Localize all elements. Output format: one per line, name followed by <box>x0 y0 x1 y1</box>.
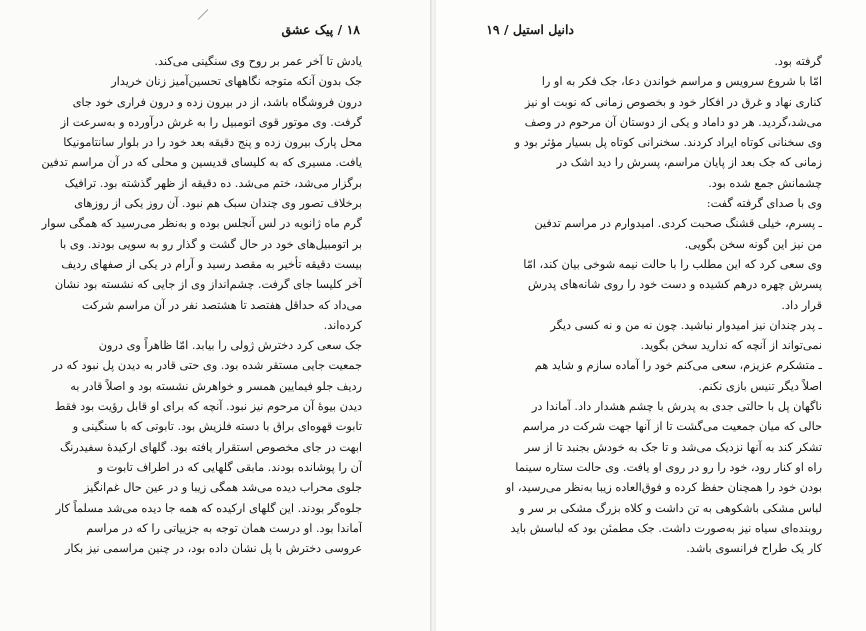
right-body-text <box>500 52 822 559</box>
text-line: وی با صدای گرفته گفت: <box>706 197 822 211</box>
left-running-head <box>281 22 360 37</box>
text-line: چشمانش جمع شده بود. <box>708 176 822 190</box>
text-line: جک سعی کرد دخترش ژولی را بیابد. امّا ظاهراً وی درون <box>98 339 362 353</box>
paragraph <box>500 72 822 194</box>
text-line: نمی‌تواند از آنچه که ندارید سخن بگوید. <box>640 339 822 353</box>
text-line: ـ پدر چندان نیز امیدوار نباشید. چون نه من و نه کسی دیگر <box>550 318 822 332</box>
text-line: وی سخنانی کوتاه ایراد کردند. سخنرانی کوتاه پل بسیار مؤثر بود و <box>514 136 822 150</box>
text-line: درون فروشگاه باشد، از در بیرون زده و درون فراری خود جای <box>72 95 362 109</box>
text-line: یافت. مسیری که به کلیسای قدیسین و محلی که در آن مراسم تدفین <box>41 156 362 170</box>
text-line: آماندا بود. او درست همان توجه به جزییاتی را که در مراسم <box>86 521 362 535</box>
text-line: کار یک طراح فرانسوی باشد. <box>686 542 822 556</box>
running-title: دانیل استیل <box>512 22 574 37</box>
text-line: ابهت در جای مخصوص استقرار یافته بود. گلهای ارکیدهٔ سفیدرنگ <box>60 440 362 454</box>
text-line: امّا با شروع سرویس و مراسم خواندن دعا، جک فکر به او را <box>541 75 822 89</box>
text-line: ـ پسرم، خیلی قشنگ صحبت کردی. امیدوارم در مراسم تدفین <box>534 217 822 231</box>
text-line: حالی که میان جمعیت می‌گشت تا از آنها جهت شرکت در مراسم <box>522 420 822 434</box>
text-line: کرده‌اند. <box>323 318 362 332</box>
text-line: پسرش چهره درهم کشیده و دست خود را روی شانه‌های پدرش <box>527 278 822 292</box>
paragraph <box>36 52 362 72</box>
text-line: بودن خود را همچنان حفظ کرده و فوق‌العاده زیبا به‌نظر می‌رسید، او <box>505 481 822 495</box>
text-line: آخر کلیسا جای گرفت. چشم‌انداز وی از جایی که نشسته بود نشان <box>54 278 362 292</box>
page-number: ۱۹ <box>486 22 500 37</box>
page-number: ۱۸ <box>346 22 360 37</box>
right-page <box>436 0 866 631</box>
text-line: اصلاً دیگر تنیس بازی نکنم. <box>698 379 822 393</box>
text-line: محل پارک بیرون زده و پنج دقیقه بعد خود را در بلوار سانتامونیکا <box>63 136 362 150</box>
text-line: ردیف جلو فیمایین همسر و خواهرش نشسته بود و اصلاً قادر به <box>70 379 362 393</box>
text-line: تابوت قهوه‌ای براق با دسته فلزیش بود. تابوتی که با سنگینی و <box>72 420 362 434</box>
text-line: گرفت. وی موتور قوی اتومبیل را به غرش درآورده و به‌سرعت از <box>60 115 362 129</box>
text-line: ـ متشکرم عزیزم، سعی می‌کنم خود را آماده سازم و شاید هم <box>534 359 822 373</box>
paragraph <box>500 255 822 316</box>
text-line: وی سعی کرد که این مطلب را با حالت نیمه شوخی بیان کند، امّا <box>523 257 822 271</box>
paragraph <box>500 316 822 357</box>
paragraph <box>500 356 822 397</box>
left-body-text <box>36 52 362 559</box>
text-line: جلوه‌گر بودند. این گلهای ارکیده که همه جا دیده می‌شد مسلماً کار <box>55 501 362 515</box>
right-running-head <box>486 22 574 37</box>
text-line: آن را پوشانده بودند. مابقی گلهایی که در اطراف تابوت و <box>97 460 362 474</box>
text-line: برخلاف تصور وی چندان سبک هم نبود. آن روز یکی از روزهای <box>74 197 362 211</box>
text-line: می‌داد که حداقل هفتصد تا هشتصد نفر در آن مراسم شرکت <box>81 298 362 312</box>
header-separator: / <box>503 22 509 37</box>
text-line: روبنده‌ای سیاه نیز به‌صورت داشت. جک مطمئن بود که لباسش باید <box>510 521 822 535</box>
text-line: گرفته بود. <box>774 55 822 68</box>
paragraph <box>36 336 362 559</box>
text-line: کناری نهاد و غرق در افکار خود و بخصوص زمانی که نوبت او نیز <box>524 95 822 109</box>
text-line: یادش تا آخر عمر بر روح وی سنگینی می‌کند. <box>154 55 362 68</box>
text-line: برگزار می‌شد، ختم می‌شد. ده دقیقه از ظهر گذشته بود. ترافیک <box>64 176 362 190</box>
paragraph <box>500 52 822 72</box>
paragraph <box>500 397 822 559</box>
scan-mark <box>198 9 209 20</box>
text-line: جمعیت جایی مستقر شده بود. وی حتی قادر به دیدن پل نبود که در <box>52 359 362 373</box>
paragraph <box>36 72 362 336</box>
text-line: عروسی دخترش با پل نشان داده بود، در چنین مراسمی نیز بکار <box>64 542 362 556</box>
header-separator: / <box>337 22 343 37</box>
text-line: جلوی محراب دیده می‌شد همگی زیبا و در عین حال غم‌انگیز <box>83 481 362 495</box>
paragraph <box>500 194 822 214</box>
text-line: بر اتومبیل‌های خود در حال گشت و گذار رو به سویی بودند. وی با <box>59 237 362 251</box>
text-line: تشکر کند به آنها نزدیک می‌شد و تا جک به خودش بجنبد تا از سر <box>524 440 822 454</box>
text-line: گرم ماه ژانویه در لس آنجلس بوده و به‌نظر می‌رسید که همگی سوار <box>41 217 362 231</box>
text-line: دیدن بیوهٔ آن مرحوم نیز نبود. آنچه که برای او قابل رؤیت بود فقط <box>54 400 362 414</box>
running-title: پیک عشق <box>281 22 334 37</box>
text-line: جک بدون آنکه متوجه نگاههای تحسین‌آمیز زنان خریدار <box>111 75 362 89</box>
text-line: من نیز این گونه سخن بگویی. <box>684 237 822 251</box>
text-line: زمانی که جک بعد از پایان مراسم، پسرش را دید اشک در <box>556 156 822 170</box>
text-line: بیست دقیقه تأخیر به مقصد رسید و آرام در یکی از صفهای ردیف <box>61 257 362 271</box>
text-line: می‌شد،گردید. هر دو داماد و یکی از دوستان آن مرحوم در وصف <box>524 115 822 129</box>
paragraph <box>500 214 822 255</box>
text-line: راه او کنار رود، خود را رو در روی او یافت. وی حالت ستاره سینما <box>515 460 822 474</box>
text-line: ناگهان پل با حالتی جدی به پدرش با چشم هشدار داد. آماندا در <box>531 400 822 414</box>
text-line: قرار داد. <box>781 298 822 312</box>
left-page <box>0 0 430 631</box>
text-line: لباس مشکی باشکوهی به تن داشت و کلاه بزرگ مشکی بر سر و <box>519 501 822 515</box>
